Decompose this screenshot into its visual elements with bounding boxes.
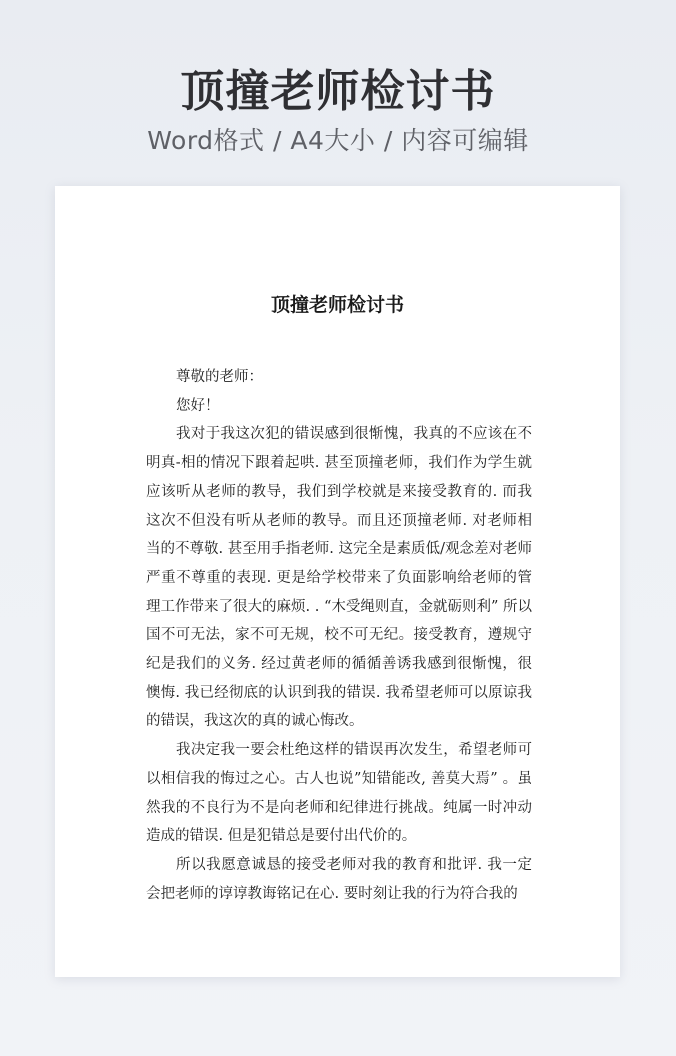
document-title: 顶撞老师检讨书 — [270, 294, 404, 316]
page-title: 顶撞老师检讨书 — [180, 66, 496, 117]
body-paragraph: 我对于我这次犯的错误感到很惭愧，我真的不应该在不明真-相的情况下跟着起哄. 甚至顶撞老师，我们作为学生就应该听从老师的教导，我们到学校就是来接受教育的. 而我这次不但没有听从老师的教导。而且还顶撞老师. 对老师相当的不尊敬. 甚至用手指老师. 这完全是素质低/观念差对老师严重不尊重的表现. 更是给学校带来了负面影响给老师的管理工作带来了很大的麻烦. . “木受绳则直，金就砺则利” 所以国不可无法，家不可无规，校不可无纪。接受教育，遵规守纪是我们的义务. 经过黄老师的循循善诱我感到很惭愧，很懊悔. 我已经彻底的认识到我的错误. 我希望老师可以原谅我的错误，我这次的真的诚心悔改。 — [146, 426, 532, 730]
body-paragraph: 所以我愿意诚恳的接受老师对我的教育和批评. 我一定会把老师的谆谆教诲铭记在心. 要时刻让我的行为符合我的 — [146, 856, 532, 902]
document-body — [146, 363, 532, 908]
salutation: 尊敬的老师： — [176, 369, 263, 385]
document-page — [55, 186, 620, 977]
greeting: 您好！ — [176, 397, 220, 414]
body-paragraph: 我决定我一要会杜绝这样的错误再次发生，希望老师可以相信我的悔过之心。古人也说”知错能改, 善莫大焉” 。虽然我的不良行为不是向老师和纪律进行挑战。纯属一时冲动造成的错误. 但是犯错总是要付出代价的。 — [146, 742, 532, 845]
page-subtitle: Word格式 / A4大小 / 内容可编辑 — [147, 126, 529, 155]
header — [0, 62, 676, 158]
